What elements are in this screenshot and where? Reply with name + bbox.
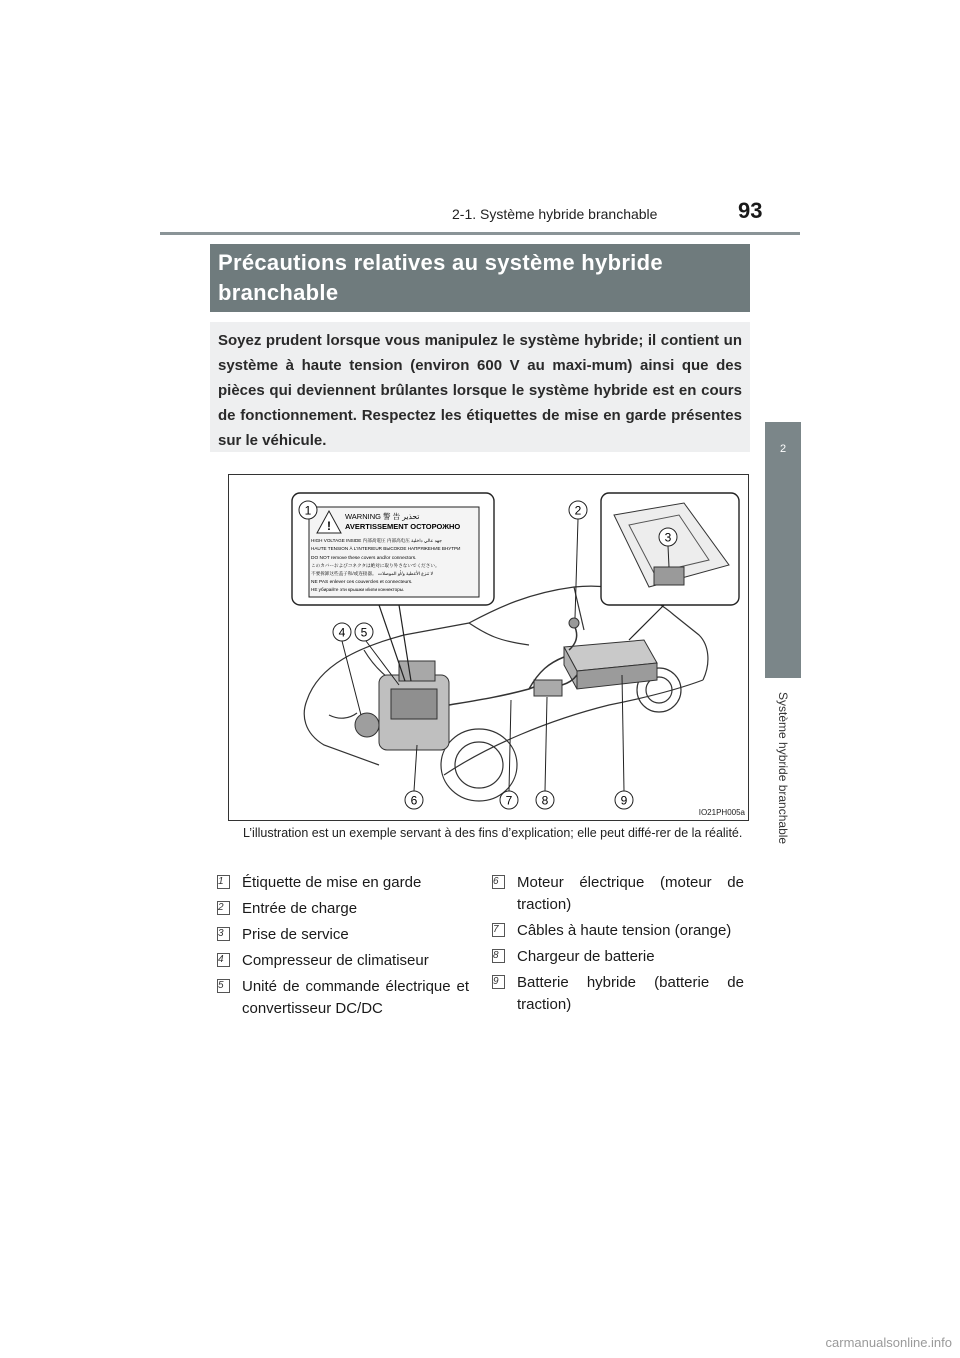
svg-text:8: 8	[541, 793, 549, 808]
svg-text:2: 2	[574, 503, 582, 518]
page-title: Précautions relatives au système hybride branchable	[210, 244, 750, 312]
legend-text: Câbles à haute tension (orange)	[517, 922, 732, 939]
svg-text:1: 1	[304, 503, 312, 518]
label-line-1: WARNING 警 告 تحذير	[345, 512, 420, 521]
legend-text: Entrée de charge	[242, 900, 358, 917]
svg-text:4: 4	[338, 625, 346, 640]
front-wheel	[441, 729, 517, 801]
legend-item	[217, 950, 469, 972]
label-line-2: AVERTISSEMENT ОСТОРОЖНО	[345, 522, 461, 531]
warning-triangle-icon: !	[327, 519, 331, 533]
legend-item	[492, 920, 744, 942]
battery-charger-drawing	[534, 680, 562, 696]
charging-inlet-drawing	[569, 618, 579, 628]
section-title: 2-1. Système hybride branchable	[452, 206, 658, 222]
label-line-6: このカバーおよびコネクタは絶対に取り外さないでください。	[311, 563, 440, 568]
svg-text:6: 6	[410, 793, 418, 808]
legend-number: 4	[217, 953, 230, 967]
legend-left	[217, 872, 469, 1024]
callout-9	[615, 675, 633, 809]
legend-number: 3	[217, 927, 230, 941]
callout-5	[355, 623, 399, 685]
chapter-tab-number: 2	[779, 443, 787, 455]
hybrid-battery-drawing	[564, 640, 657, 689]
legend-item	[217, 872, 469, 894]
chapter-tab-label: Système hybride branchable	[776, 692, 790, 845]
legend-right	[492, 872, 744, 1020]
chapter-tab	[765, 422, 801, 678]
motor-unit-drawing	[355, 661, 449, 750]
legend-text: Chargeur de batterie	[517, 948, 655, 965]
svg-text:3: 3	[664, 530, 672, 545]
legend-number: 7	[492, 923, 505, 937]
vehicle-illustration	[228, 474, 749, 821]
legend-text: Batterie hybride (batterie de traction)	[517, 974, 744, 1013]
label-line-7: 不要拆卸这些盖子和/或连接器。 لا تنزع الأغطية و/أو الموصلات	[311, 571, 434, 576]
page-number: 93	[738, 198, 763, 223]
legend-number: 1	[217, 875, 230, 889]
legend-item	[217, 924, 469, 946]
legend-number: 2	[217, 901, 230, 915]
warning-label-inset	[292, 493, 494, 681]
label-line-4: HAUTE TENSION À L'INTERIEUR ВЫСОКОЕ НАПРЯЖЕНИЕ ВНУТРИ	[311, 546, 461, 551]
label-line-5: DO NOT remove these covers and/or connectors.	[311, 556, 417, 561]
legend-text: Prise de service	[242, 926, 349, 943]
label-line-9: НЕ убирайте эти крышки и/или коннекторы.	[311, 587, 405, 592]
callout-1	[299, 501, 317, 519]
service-plug-inset	[601, 493, 739, 640]
callout-8	[536, 697, 554, 809]
legend-item	[492, 972, 744, 1016]
figure-code: IO21PH005a	[698, 808, 745, 817]
legend-item	[492, 946, 744, 968]
legend-number: 8	[492, 949, 505, 963]
legend-number: 6	[492, 875, 505, 889]
svg-text:5: 5	[360, 625, 368, 640]
header-divider	[160, 232, 800, 235]
figure-caption: L’illustration est un exemple servant à des fins d’explication; elle peut diffé-rer de la réalité.	[243, 826, 743, 840]
legend-item	[217, 898, 469, 920]
svg-text:9: 9	[620, 793, 628, 808]
legend-item	[492, 872, 744, 916]
legend-item	[217, 976, 469, 1020]
legend-text: Moteur électrique (moteur de traction)	[517, 874, 744, 913]
legend-text: Unité de commande électrique et convertisseur DC/DC	[242, 978, 469, 1017]
legend-number: 9	[492, 975, 505, 989]
watermark: carmanualsonline.info	[825, 1335, 952, 1350]
label-line-8: NE PAS enlever ces couvercles et connecteurs.	[311, 580, 413, 585]
legend-number: 5	[217, 979, 230, 993]
legend-text: Étiquette de mise en garde	[242, 874, 422, 891]
callout-6	[405, 745, 423, 809]
callout-2	[569, 501, 587, 618]
hybrid-components-diagram	[229, 475, 748, 820]
legend-text: Compresseur de climatiseur	[242, 952, 429, 969]
label-line-3: HIGH VOLTAGE INSIDE 内部高電圧 内部高电压 جهد عالي داخلية	[311, 538, 442, 543]
intro-text: Soyez prudent lorsque vous manipulez le système hybride; il contient un système à haute tension (environ 600 V au maxi-mum) ainsi que des pièces qui deviennent brûlantes lorsque le système hybride est en cours de fonctionnement. Respectez les étiquettes de mise en garde présentes sur le véhicule.	[210, 322, 750, 452]
svg-text:7: 7	[505, 793, 513, 808]
